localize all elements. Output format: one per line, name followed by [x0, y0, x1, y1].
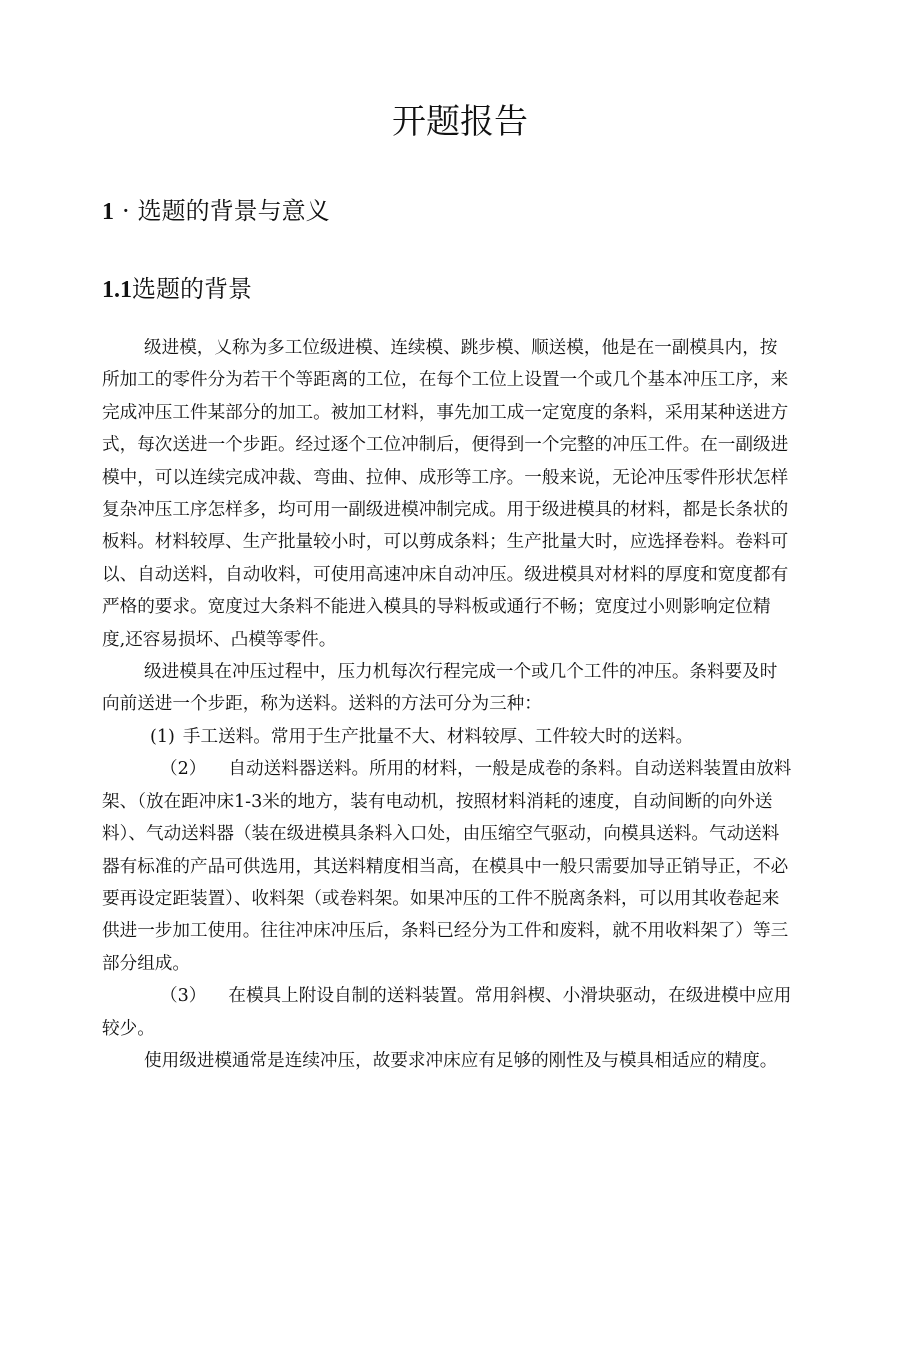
list-item-2-text: 自动送料器送料。所用的材料，一般是成卷的条料。自动送料装置由放料架、（放在距冲床1-3米的地方，装有电动机，按照材料消耗的速度，自动间断的向外送料）、气动送料器（装在级进模具条料入口处，由压缩空气驱动，向模具送料。气动送料器有标准的产品可供选用，其送料精度相当高，在模具中一般只需要加导正销导正，不必要再设定距装置）、收料架（或卷料架。如果冲压的工件不脱离条料，可以用其收卷起来供进一步加工使用。往往冲床冲压后，条料已经分为工件和废料，就不用收料架了）等三部分组成。	[102, 759, 792, 974]
list-item-1-number: (1)	[150, 726, 175, 747]
list-item-1-text: 手工送料。常用于生产批量不大、材料较厚、工件较大时的送料。	[182, 726, 694, 747]
section-separator: ·	[122, 197, 130, 225]
subsection-number: 1.1	[102, 277, 132, 303]
list-item-3	[102, 980, 792, 1045]
paragraph-1: 级进模，乂称为多工位级进模、连续模、跳步模、顺送模，他是在一副模具内，按所加工的零件分为若干个等距离的工位，在每个工位上设置一个或几个基本冲压工序，来完成冲压工件某部分的加工。被加工材料，事先加工成一定宽度的条料，采用某种送进方式，每次送进一个步距。经过逐个工位冲制后，便得到一个完整的冲压工件。在一副级进模中，可以连续完成冲裁、弯曲、拉伸、成形等工序。一般来说，无论冲压零件形状怎样复杂冲压工序怎样多，均可用一副级进模冲制完成。用于级进模具的材料，都是长条状的板料。材料较厚、生产批量较小时，可以剪成条料；生产批量大时，应选择卷料。卷料可以、自动送料，自动收料，可使用高速冲床自动冲压。级进模具对材料的厚度和宽度都有严格的要求。宽度过大条料不能进入模具的导料板或通行不畅；宽度过小则影响定位精度,还容易损坏、凸模等零件。	[102, 338, 789, 650]
section-heading-1-1	[102, 272, 252, 307]
paragraph-3: 使用级进模通常是连续冲压，故要求冲床应有足够的刚性及与模具相适应的精度。	[144, 1050, 778, 1071]
subsection-title: 选题的背景	[132, 275, 252, 303]
list-item-3-number: （3）	[160, 986, 207, 1007]
list-item-3-text: 在模具上附设自制的送料装置。常用斜楔、小滑块驱动，在级进模中应用较少。	[102, 986, 792, 1039]
section-title: 选题的背景与意义	[137, 197, 330, 225]
list-item-2-number: （2）	[160, 759, 207, 780]
paragraph-2: 级进模具在冲压过程中，压力机每次行程完成一个或几个工件的冲压。条料要及时向前送进一个步距，称为送料。送料的方法可分为三种：	[102, 662, 778, 715]
section-number: 1	[102, 199, 114, 225]
body-text	[102, 332, 792, 1077]
document-title: 开题报告	[392, 102, 528, 142]
list-item-1	[102, 721, 792, 753]
list-item-2	[102, 753, 792, 980]
section-heading-1	[102, 194, 330, 229]
